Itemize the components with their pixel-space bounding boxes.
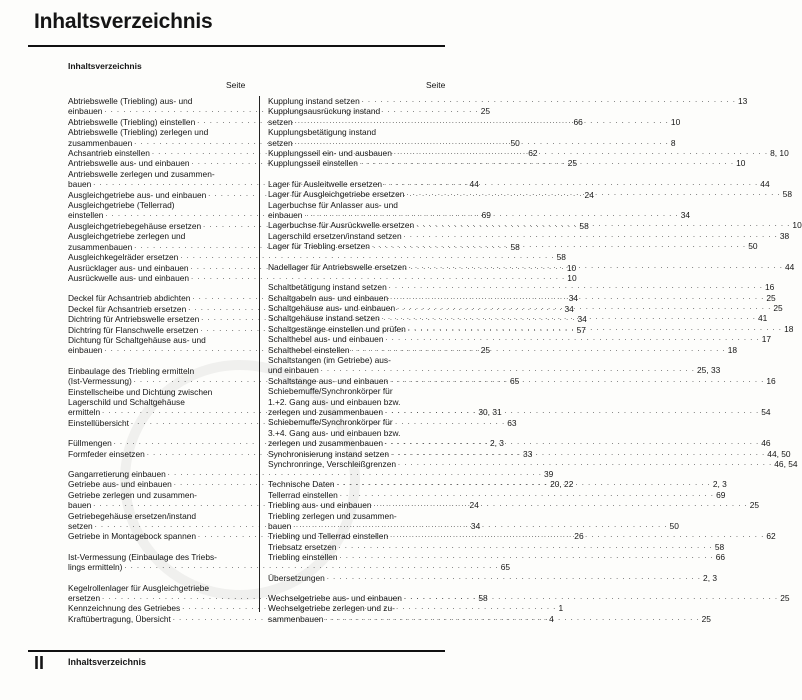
index-entry-page: 44 <box>760 178 770 189</box>
index-entry-line <box>68 490 246 500</box>
index-entry-text: (Ist-Vermessung) <box>68 376 132 387</box>
index-entry-text: Ausrückwelle aus- und einbauen <box>68 272 190 283</box>
index-entry-text: Kennzeichnung des Getriebes <box>68 603 181 614</box>
index-entry-page: 25 <box>567 158 578 169</box>
index-entry-page: 34 <box>568 293 579 304</box>
dot-leader <box>389 449 765 459</box>
dot-leader <box>414 220 790 230</box>
dot-leader <box>323 614 699 624</box>
dot-leader <box>392 148 768 158</box>
index-entry-page: 46 <box>761 438 771 449</box>
index-entry-line <box>268 572 718 583</box>
index-entry-text: 3.+4. Gang aus- und einbauen bzw. <box>268 427 401 438</box>
index-entry-page: 30, 31 <box>478 407 502 418</box>
dot-leader <box>291 521 667 531</box>
index-entry-page: 44, 50 <box>767 448 791 459</box>
index-entry-text: einbauen <box>68 345 103 356</box>
index-entry-line <box>68 562 511 573</box>
index-entry-text: Schaltstange aus- und einbauen <box>268 375 389 386</box>
index-entry-page: 2, 3 <box>703 572 718 583</box>
index-entry-page: 25 <box>480 345 491 356</box>
index-entry-line <box>68 469 554 479</box>
index-entry-line <box>268 106 445 116</box>
index-entry-text: bauen <box>68 179 92 190</box>
dot-leader <box>293 117 669 127</box>
index-entry <box>268 541 725 552</box>
index-entry-text: einbauen <box>68 106 103 117</box>
index-entry-page: 10 <box>736 158 746 169</box>
index-entry-text: Dichtung für Schaltgehäuse aus- und <box>68 334 206 345</box>
index-entry-text: Deckel für Achsantrieb abdichten <box>68 293 191 304</box>
index-entry-page: 33 <box>523 448 533 459</box>
index-entry <box>268 489 726 500</box>
index-entry-text: einstellen <box>68 210 104 221</box>
index-entry-page: 62 <box>528 148 538 159</box>
index-entry-page: 34 <box>470 521 481 532</box>
index-entry-text: Lager für Triebling ersetzen <box>268 241 370 252</box>
index-entry-text: und einbauen <box>268 365 319 376</box>
index-entry-text: Getriebe zerlegen und zusammen- <box>68 489 197 500</box>
index-entry-text: bauen <box>268 521 292 532</box>
dot-leader <box>402 593 778 603</box>
index-entry-text: Schaltgehäuse instand setzen <box>268 313 380 324</box>
index-entry-line <box>68 335 246 345</box>
index-entry-text: Getriebe in Montagebock spannen <box>68 531 197 542</box>
index-entry-text: Technische Daten <box>268 479 335 490</box>
index-entry-text: Ausgleichkegelräder ersetzen <box>68 252 179 263</box>
index-entry-text: Nadellager für Antriebswelle ersetzen <box>268 261 407 272</box>
dot-leader <box>337 542 713 552</box>
index-entry-line <box>68 511 246 521</box>
index-entry-page: 58 <box>510 241 520 252</box>
index-entry <box>268 96 748 106</box>
index-entry-text: Kupplungsseil einstellen <box>268 158 358 169</box>
dot-leader <box>383 438 759 448</box>
index-entry-page: 25, 33 <box>697 365 721 376</box>
index-entry-page: 10 <box>566 262 577 273</box>
index-entry <box>268 459 798 469</box>
index-entry-page: 25 <box>780 593 790 604</box>
index-entry-page: 58 <box>782 189 792 200</box>
index-entry-text: Kupplung instand setzen <box>268 96 360 106</box>
index-entry <box>268 552 726 563</box>
index-entry-page: 25 <box>701 613 711 624</box>
index-entry <box>68 272 577 283</box>
index-entry-page: 44 <box>784 261 795 272</box>
dot-leader <box>293 138 669 148</box>
seite-label-left: Seite <box>226 80 246 90</box>
index-entry-text: Schalthebel einstellen <box>268 344 350 355</box>
section-heading: Inhaltsverzeichnis <box>68 61 142 71</box>
index-entry-page: 4 <box>549 613 554 624</box>
index-entry-page: 18 <box>784 323 794 334</box>
footer-title: Inhaltsverzeichnis <box>68 657 147 667</box>
index-entry-text: Getriebegehäuse ersetzen/instand <box>68 510 197 521</box>
dot-leader <box>358 158 734 168</box>
column-divider <box>259 96 260 612</box>
index-entry-line <box>68 169 246 179</box>
index-entry-line <box>268 334 772 345</box>
index-entry-text: Ausrücklager aus- und einbauen <box>68 262 189 273</box>
index-entry-line <box>68 127 246 137</box>
dot-leader <box>319 365 695 375</box>
dot-leader <box>338 552 714 562</box>
index-entry-page: 13 <box>737 96 748 106</box>
seite-label-right: Seite <box>426 80 446 90</box>
index-group <box>268 572 718 583</box>
dot-leader <box>382 179 758 189</box>
dot-leader <box>407 262 783 272</box>
index-entry-page: 8 <box>670 137 676 148</box>
index-entry-page: 10 <box>792 220 802 231</box>
index-entry-line <box>68 272 577 283</box>
index-entry-line <box>268 200 445 210</box>
index-entry-line <box>268 428 445 438</box>
index-entry-text: Lagerschild ersetzen/instand setzen <box>268 230 402 241</box>
index-entry-text: sammenbauen <box>268 613 324 624</box>
index-entry-text: Synchronringe, Verschleißgrenzen <box>268 459 397 469</box>
index-entry-text: Abtriebswelle (Triebling) aus- und <box>68 96 193 106</box>
index-entry-text: Lagerbuchse für Anlasser aus- und <box>268 199 398 210</box>
index-entry-text: ermitteln <box>68 407 101 418</box>
index-entry-line <box>268 355 445 365</box>
index-entry-line <box>68 231 246 241</box>
index-entry-page: 34 <box>680 210 691 221</box>
dot-leader <box>335 479 711 489</box>
index-entry-text: Ausgleichgetriebegehäuse ersetzen <box>68 220 202 231</box>
index-entry-page: 10 <box>567 272 577 283</box>
index-entry-page: 25 <box>766 292 776 303</box>
index-entry-text: Lagerbuchse für Ausrückwelle ersetzen <box>268 220 415 231</box>
index-entry-text: Antriebswelle aus- und einbauen <box>68 158 190 169</box>
dot-leader <box>395 303 771 313</box>
index-entry-text: Achsantrieb einstellen <box>68 148 150 159</box>
index-entry-text: zerlegen und zusammenbauen <box>268 438 384 449</box>
index-entry-page: 34 <box>577 314 587 325</box>
index-entry-line <box>68 200 246 210</box>
index-entry-line <box>268 96 748 106</box>
index-entry-text: Füllmengen <box>68 438 112 449</box>
index-entry-text: Ausgleichgetriebe zerlegen und <box>68 231 186 242</box>
index-entry-text: Kupplungsseil ein- und ausbauen <box>268 148 392 159</box>
index-entry-text: Lager für Ausleitwelle ersetzen <box>268 178 383 189</box>
index-entry <box>268 354 721 376</box>
index-entry-text: Triebling und Tellerrad einstellen <box>268 531 389 542</box>
index-entry-page: 8, 10 <box>770 148 789 159</box>
dot-leader <box>388 531 764 541</box>
index-entry-text: zerlegen und zusammenbauen <box>268 406 384 417</box>
index-entry-page: 63 <box>507 417 517 428</box>
index-entry-text: Triebling einstellen <box>268 552 338 563</box>
index-entry-page: 24 <box>584 189 594 200</box>
index-entry-text: Deckel für Achsantrieb ersetzen <box>68 303 187 314</box>
index-entry-text: Getriebe aus- und einbauen <box>68 479 172 490</box>
index-entry-text: Kupplungsbetätigung instand <box>268 127 377 138</box>
index-entry-text: Gangarretierung einbauen <box>68 469 166 479</box>
footer-rule <box>28 650 445 652</box>
index-entry-text: Abtriebswelle (Triebling) einstellen <box>68 116 196 127</box>
page-number: II <box>34 653 45 673</box>
index-entry-page: 25 <box>480 106 491 117</box>
index-entry-line <box>268 178 770 189</box>
index-entry-text: setzen <box>68 521 93 532</box>
index-entry-page: 58 <box>714 541 725 552</box>
index-entry-text: Schiebemuffe/Synchronkörper für <box>268 417 393 428</box>
index-entry-text: Ausgleichgetriebe aus- und einbauen <box>68 189 207 200</box>
index-entry-line <box>268 127 445 137</box>
dot-leader <box>370 241 746 251</box>
index-entry-text: Kraftübertragung, Übersicht <box>68 613 171 624</box>
index-entry-page: 58 <box>579 220 589 231</box>
index-entry-text: bauen <box>68 500 92 511</box>
index-entry-page: 41 <box>757 313 768 324</box>
dot-leader <box>406 324 782 334</box>
index-entry-text: Einstellscheibe und Dichtung zwischen <box>68 386 213 397</box>
index-entry-page: 38 <box>779 230 790 241</box>
dot-leader <box>380 313 756 323</box>
index-entry-text: Triebsatz ersetzen <box>268 541 337 552</box>
index-entry-text: Ausgleichgetriebe (Tellerrad) <box>68 200 175 211</box>
index-entry-page: 39 <box>544 469 554 479</box>
index-entry-line <box>268 613 711 624</box>
dot-leader <box>388 293 764 303</box>
index-entry-line <box>268 365 721 376</box>
index-entry-line <box>68 366 246 376</box>
index-entry-line <box>268 511 445 521</box>
index-entry-text: Schaltgestänge einstellen und prüfen <box>268 323 406 334</box>
index-entry-line <box>268 386 445 396</box>
dot-leader <box>396 459 772 469</box>
index-entry-text: Schalthebel aus- und einbauen <box>268 334 384 345</box>
index-entry-text: Abtriebswelle (Triebling) zerlegen und <box>68 127 209 138</box>
index-entry-page: 57 <box>576 324 586 335</box>
index-entry-page: 50 <box>748 241 758 252</box>
index-entry-page: 62 <box>766 531 776 542</box>
index-entry-text: 1.+2. Gang aus- und einbauen bzw. <box>268 396 401 407</box>
index-entry-line <box>268 489 726 500</box>
index-entry-page: 66 <box>573 116 583 127</box>
index-entry-text: Schiebemuffe/Synchronkörper für <box>268 386 393 397</box>
dot-leader <box>388 376 764 386</box>
index-entry-text: Ist-Vermessung (Einbaulage des Triebs- <box>68 551 217 562</box>
index-entry-text: Schaltgehäuse aus- und einbauen <box>268 302 396 313</box>
index-entry-page: 16 <box>764 282 775 293</box>
index-entry-page: 25 <box>749 500 760 511</box>
index-entry-page: 69 <box>716 489 726 500</box>
index-entry-text: lings ermitteln) <box>68 562 123 573</box>
index-entry-page: 65 <box>510 376 520 387</box>
dot-leader <box>402 231 778 241</box>
index-entry <box>268 572 718 583</box>
dot-leader <box>325 573 701 583</box>
index-entry-text: Antriebswelle zerlegen und zusammen- <box>68 168 215 179</box>
index-entry-page: 17 <box>761 334 772 345</box>
index-entry-page: 54 <box>761 406 771 417</box>
index-entry-page: 16 <box>766 375 776 386</box>
index-entry-page: 34 <box>564 303 574 314</box>
index-entry-page: 46, 54 <box>774 459 798 469</box>
index-entry-text: Triebling aus- und einbauen <box>268 500 372 511</box>
index-entry-page: 58 <box>556 252 566 263</box>
index-entry-text: Einstellübersicht <box>68 417 129 428</box>
index-entry-text: einbauen <box>268 210 303 221</box>
index-entry-text: Dichtring für Flanschwelle ersetzen <box>68 324 199 335</box>
index-entry-line <box>268 230 790 241</box>
index-entry-text: setzen <box>268 137 293 148</box>
page-title: Inhaltsverzeichnis <box>34 10 213 33</box>
dot-leader <box>404 189 780 199</box>
index-entry-line <box>268 459 798 469</box>
index-entry-line <box>68 397 246 407</box>
index-entry-page: 24 <box>469 500 479 511</box>
index-entry-line <box>68 96 246 106</box>
index-entry-text: zusammenbauen <box>68 137 133 148</box>
index-entry-page: 26 <box>574 531 584 542</box>
index-entry-text: Schaltbetätigung instand setzen <box>268 282 387 293</box>
index-entry-page: 50 <box>669 521 679 532</box>
index-entry-text: Wechselgetriebe zerlegen und zu- <box>268 603 395 614</box>
index-entry-page: 44 <box>469 179 479 190</box>
index-entry-text: Dichtring für Antriebswelle ersetzen <box>68 314 200 325</box>
index-entry-text: Kupplungsausrückung instand <box>268 106 381 117</box>
index-entry <box>268 603 711 624</box>
index-entry <box>268 230 790 241</box>
index-entry-text: Übersetzungen <box>268 572 325 583</box>
dot-leader <box>302 210 678 220</box>
index-entry-text: Lagerschild und Schaltgehäuse <box>68 396 185 407</box>
index-entry-text: zusammenbauen <box>68 241 133 252</box>
index-entry-line <box>268 397 445 407</box>
header-rule <box>28 45 445 47</box>
index-entry-line <box>68 387 246 397</box>
index-entry-page: 2, 3 <box>712 479 727 490</box>
index-entry-line <box>268 282 775 293</box>
index-entry-text: Wechselgetriebe aus- und einbauen <box>268 593 402 604</box>
index-entry <box>268 334 772 345</box>
index-entry-text: ersetzen <box>68 593 101 604</box>
index-entry <box>268 282 775 293</box>
index-entry-page: 1 <box>558 603 564 614</box>
index-entry-text: Schaltgabeln aus- und einbauen <box>268 292 389 303</box>
index-entry-text: Kegelrollenlager für Ausgleichgetriebe <box>68 582 210 593</box>
index-entry-text: Synchronisierung instand setzen <box>268 448 390 459</box>
index-entry-text: Einbaulage des Triebling ermitteln <box>68 365 195 376</box>
dot-leader <box>383 334 759 344</box>
index-entry-page: 25 <box>773 302 783 313</box>
index-entry-page: 66 <box>715 552 726 563</box>
index-entry-page: 69 <box>481 210 491 221</box>
dot-leader <box>338 490 714 500</box>
index-entry <box>268 178 770 189</box>
dot-leader <box>360 96 736 106</box>
index-entry-line <box>268 552 726 563</box>
index-entry-page: 10 <box>670 116 681 127</box>
index-entry-text: Schaltstangen (im Getriebe) aus- <box>268 354 391 365</box>
index-entry <box>68 469 554 479</box>
index-entry <box>68 252 566 263</box>
index-entry-text: setzen <box>268 116 293 127</box>
index-entry-text: Triebling zerlegen und zusammen- <box>268 510 397 521</box>
index-entry-page: 65 <box>500 562 511 573</box>
index-entry-page: 20, 22 <box>550 479 574 490</box>
dot-leader <box>372 500 748 510</box>
dot-leader <box>387 282 763 292</box>
index-entry-line <box>268 541 725 552</box>
index-entry-page: 50 <box>510 137 520 148</box>
index-entry-text: Formfeder einsetzen <box>68 448 145 459</box>
dot-leader <box>383 407 759 417</box>
index-entry-line <box>268 417 445 427</box>
index-entry-line <box>68 583 246 593</box>
index-entry-text: Lager für Ausgleichgetriebe ersetzen <box>268 189 405 200</box>
index-entry-line <box>68 252 566 263</box>
dot-leader <box>349 345 725 355</box>
index-entry-text: Tellerrad einstellen <box>268 489 338 500</box>
index-entry-line <box>268 603 445 613</box>
index-entry-page: 2, 3 <box>490 438 504 449</box>
index-entry-line <box>68 552 246 562</box>
index-entry-page: 18 <box>727 344 738 355</box>
index-entry-page: 58 <box>478 593 488 604</box>
